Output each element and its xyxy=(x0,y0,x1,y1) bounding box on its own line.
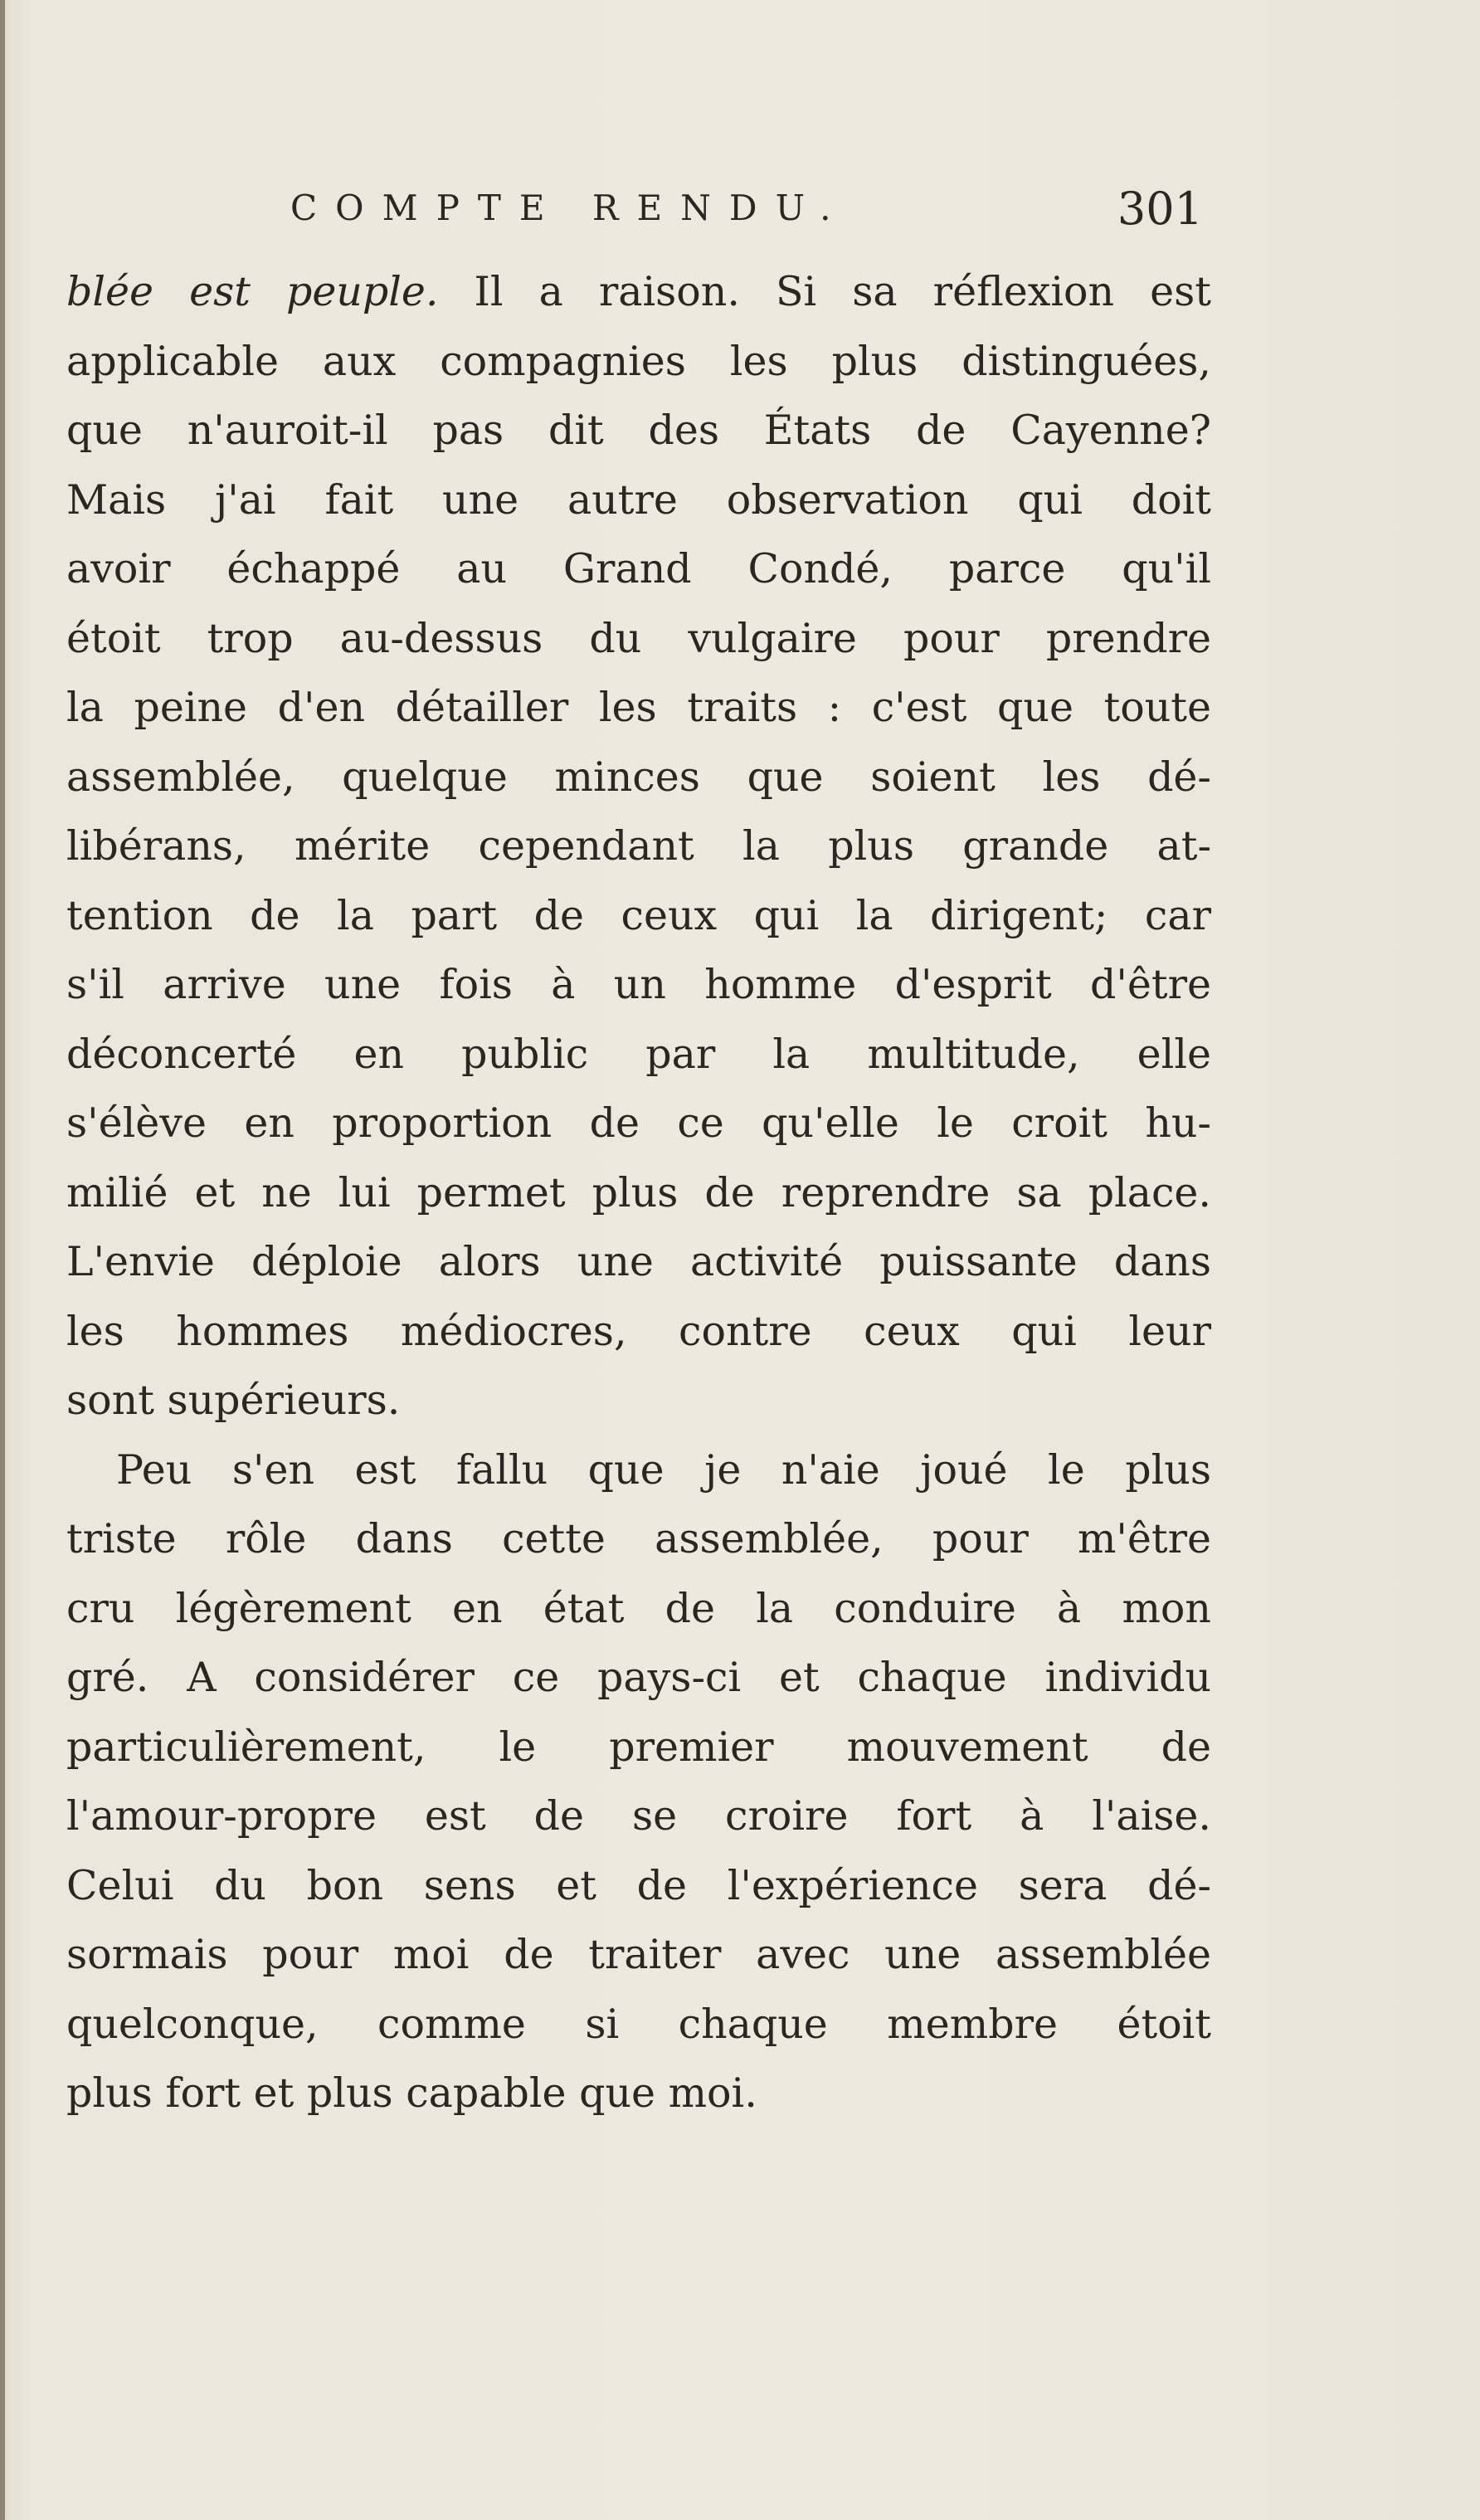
text-line: Mais j'ai fait une autre observation qui doit xyxy=(66,475,1211,524)
text-line: avoir échappé au Grand Condé, parce qu'il xyxy=(66,545,1211,592)
text-line: s'élève en proportion de ce qu'elle le croit hu- xyxy=(66,1099,1211,1147)
page-number: 301 xyxy=(1117,183,1203,235)
text-line: assemblée, quelque minces que soient les dé- xyxy=(66,753,1211,801)
page-header xyxy=(207,183,1203,249)
text-line: s'il arrive une fois à un homme d'esprit d'être xyxy=(66,961,1211,1008)
text-line: Celui du bon sens et de l'expérience sera dé- xyxy=(66,1861,1211,1909)
text-line: sormais pour moi de traiter avec une assemblée xyxy=(66,1931,1211,1978)
text-line: les hommes médiocres, contre ceux qui leur xyxy=(66,1307,1211,1355)
text-line: cru légèrement en état de la conduire à mon xyxy=(66,1584,1211,1632)
text-line: déconcerté en public par la multitude, elle xyxy=(66,1030,1211,1078)
text-line: Peu s'en est fallu que je n'aie joué le plus xyxy=(116,1445,1211,1494)
text-line: libérans, mérite cependant la plus grande at- xyxy=(66,822,1211,870)
text-line: triste rôle dans cette assemblée, pour m'être xyxy=(66,1515,1211,1562)
text-line: étoit trop au-dessus du vulgaire pour prendre xyxy=(66,614,1211,662)
paragraph-2 xyxy=(66,1435,1211,2128)
text-line: la peine d'en détailler les traits : c'est que toute xyxy=(66,684,1211,731)
text-line: que n'auroit-il pas dit des États de Cayenne? xyxy=(66,407,1211,454)
text-line: gré. A considérer ce pays-ci et chaque individu xyxy=(66,1654,1211,1701)
text-line xyxy=(66,257,1211,327)
text-line-rest: Il a raison. Si sa réflexion est xyxy=(438,268,1211,315)
text-line: plus fort et plus capable que moi. xyxy=(66,2069,757,2117)
text-line: tention de la part de ceux qui la dirigent; car xyxy=(66,891,1211,939)
page-binding-edge xyxy=(0,0,5,2520)
text-line: milié et ne lui permet plus de reprendre sa place. xyxy=(66,1168,1211,1216)
text-line: l'amour-propre est de se croire fort à l'aise. xyxy=(66,1792,1211,1840)
text-line: quelconque, comme si chaque membre étoit xyxy=(66,2000,1211,2048)
text-line: applicable aux compagnies les plus distinguées, xyxy=(66,337,1211,385)
running-head: COMPTE RENDU. xyxy=(290,188,850,228)
body-text xyxy=(66,257,1211,2128)
italic-continuation: blée est peuple. xyxy=(66,268,439,315)
text-line: L'envie déploie alors une activité puissante dans xyxy=(66,1238,1211,1285)
text-line: sont supérieurs. xyxy=(66,1377,401,1424)
text-line: particulièrement, le premier mouvement de xyxy=(66,1723,1211,1771)
paragraph-1 xyxy=(66,257,1211,1435)
